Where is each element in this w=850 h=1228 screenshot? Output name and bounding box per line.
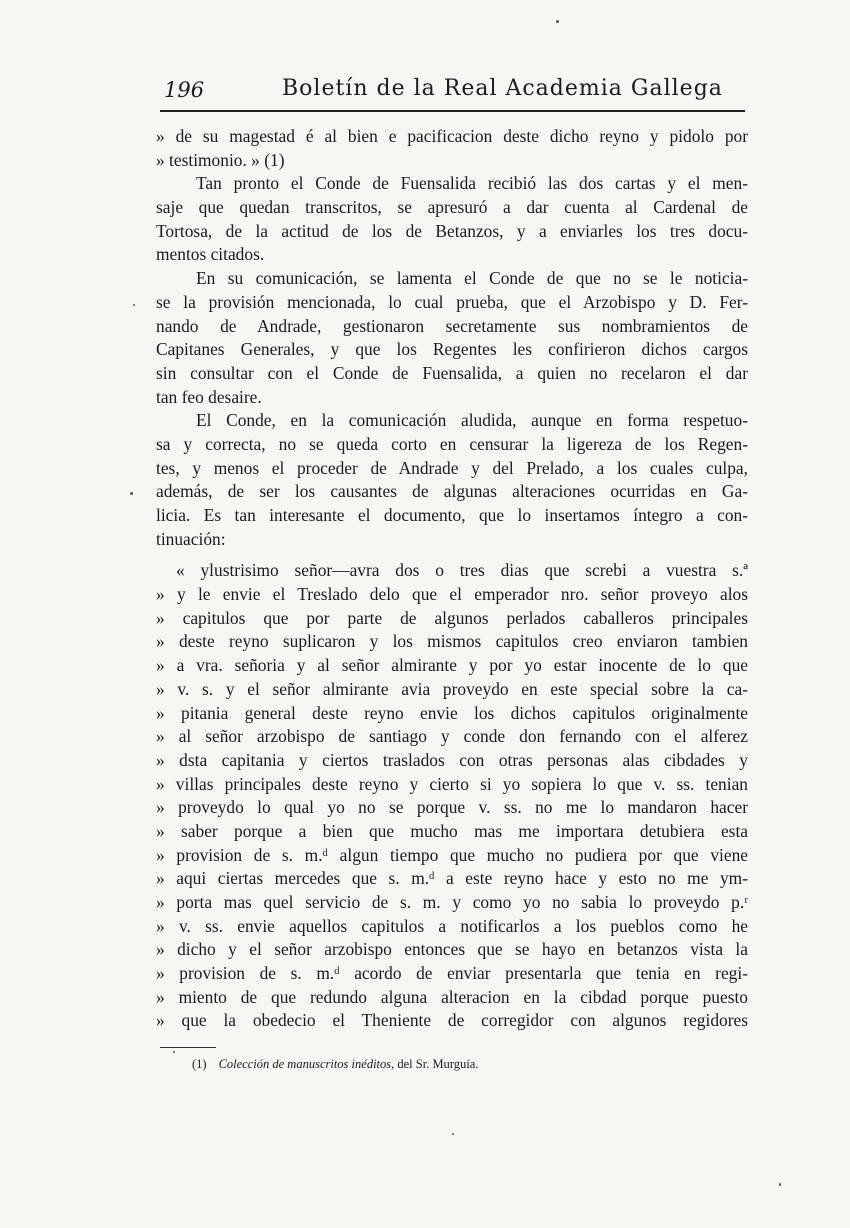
text-line: El Conde, en la comunicación aludida, aunque en forma respetuo-	[196, 410, 748, 431]
text-line: » proveydo lo qual yo no se porque v. ss. no me lo mandaron hacer	[156, 797, 748, 818]
text-line: » deste reyno suplicaron y los mismos capitulos creo enviaron tambien	[156, 631, 748, 652]
text-line: » aqui ciertas mercedes que s. m.ᵈ a este reyno hace y esto no me ym-	[156, 868, 748, 889]
text-line: » porta mas quel servicio de s. m. y como yo no sabia lo proveydo p.ʳ	[156, 892, 748, 912]
text-line: » provision de s. m.ᵈ algun tiempo que mucho no pudiera por que viene	[156, 844, 748, 865]
text-line: » v. ss. envie aquellos capitulos a notificarlos a los pueblos como he	[156, 915, 748, 936]
text-line: » provision de s. m.ᵈ acordo de enviar presentarla que tenia en regi-	[156, 963, 748, 984]
scan-speck	[173, 1051, 175, 1053]
text-line: nando de Andrade, gestionaron secretamente sus nombramientos de	[156, 315, 748, 336]
text-line: » dsta capitania y ciertos traslados con otras personas alas cibdades y	[156, 749, 748, 770]
text-line: » saber porque a bien que mucho mas me importara detubiera esta	[156, 820, 748, 841]
text-line: licia. Es tan interesante el documento, que lo insertamos íntegro a con-	[156, 505, 748, 525]
footnote-rest: del Sr. Murguía.	[394, 1057, 479, 1071]
text-line: » testimonio. » (1)	[156, 149, 285, 170]
text-line: Tan pronto el Conde de Fuensalida recibió las dos cartas y el men-	[196, 173, 748, 194]
text-line: tinuación:	[156, 528, 226, 549]
scan-speck	[556, 20, 559, 23]
text-line: » v. s. y el señor almirante avia proveydo en este special sobre la ca-	[156, 678, 748, 699]
scan-speck	[133, 304, 135, 306]
text-line: » miento de que redundo alguna alteracion en la cibdad porque puesto	[156, 986, 748, 1007]
scan-speck	[452, 1133, 454, 1135]
body-text	[156, 125, 748, 1033]
text-line: sa y correcta, no se queda corto en censurar la ligereza de los Regen-	[156, 433, 748, 454]
page-number: 196	[164, 78, 205, 102]
text-line: además, de ser los causantes de algunas alteraciones ocurridas en Ga-	[156, 481, 748, 502]
text-line: « ylustrisimo señor—avra dos o tres dias que screbi a vuestra s.ª	[176, 560, 748, 581]
footnote-title: Colección de manuscritos inéditos,	[218, 1057, 395, 1071]
text-line: sin consultar con el Conde de Fuensalida, a quien no recelaron el dar	[156, 362, 748, 383]
text-line: » capitulos que por parte de algunos perlados caballeros principales	[156, 607, 748, 628]
text-line: » dicho y el señor arzobispo entonces que se hayo en betanzos vista la	[156, 939, 748, 960]
text-line: tan feo desaire.	[156, 386, 262, 407]
text-line: Capitanes Generales, y que los Regentes les confirieron dichos cargos	[156, 339, 748, 360]
text-line: » villas principales deste reyno y cierto si yo sopiera lo que v. ss. tenian	[156, 773, 748, 794]
text-line: En su comunicación, se lamenta el Conde de que no se le noticia-	[196, 268, 748, 289]
text-line: » pitania general deste reyno envie los dichos capitulos originalmente	[156, 702, 748, 723]
text-line: saje que quedan transcritos, se apresuró a dar cuenta al Cardenal de	[156, 197, 748, 218]
footnote-marker: (1)	[192, 1057, 207, 1071]
text-line: mentos citados.	[156, 244, 265, 265]
text-line: tes, y menos el proceder de Andrade y del Prelado, a los cuales culpa,	[156, 457, 748, 478]
text-line: se la provisión mencionada, lo cual prueba, que el Arzobispo y D. Fer-	[156, 291, 748, 312]
text-line: » y le envie el Treslado delo que el emperador nro. señor proveyo alos	[156, 584, 748, 605]
text-line: » que la obedecio el Theniente de corregidor con algunos regidores	[156, 1010, 748, 1031]
page-header	[160, 76, 745, 112]
scan-speck	[130, 492, 133, 495]
footnote	[192, 1057, 478, 1072]
text-line: » al señor arzobispo de santiago y conde don fernando con el alferez	[156, 726, 748, 747]
scan-speck	[779, 1183, 781, 1186]
text-line: Tortosa, de la actitud de los de Betanzos, y a enviarles los tres docu-	[156, 220, 748, 241]
footnote-rule	[160, 1047, 216, 1048]
running-title: Boletín de la Real Academia Gallega	[282, 76, 723, 101]
text-line: » de su magestad é al bien e pacificacion deste dicho reyno y pidolo por	[156, 126, 748, 146]
text-line: » a vra. señoria y al señor almirante y por yo estar inocente de lo que	[156, 655, 748, 676]
paragraph-gap	[156, 551, 748, 559]
